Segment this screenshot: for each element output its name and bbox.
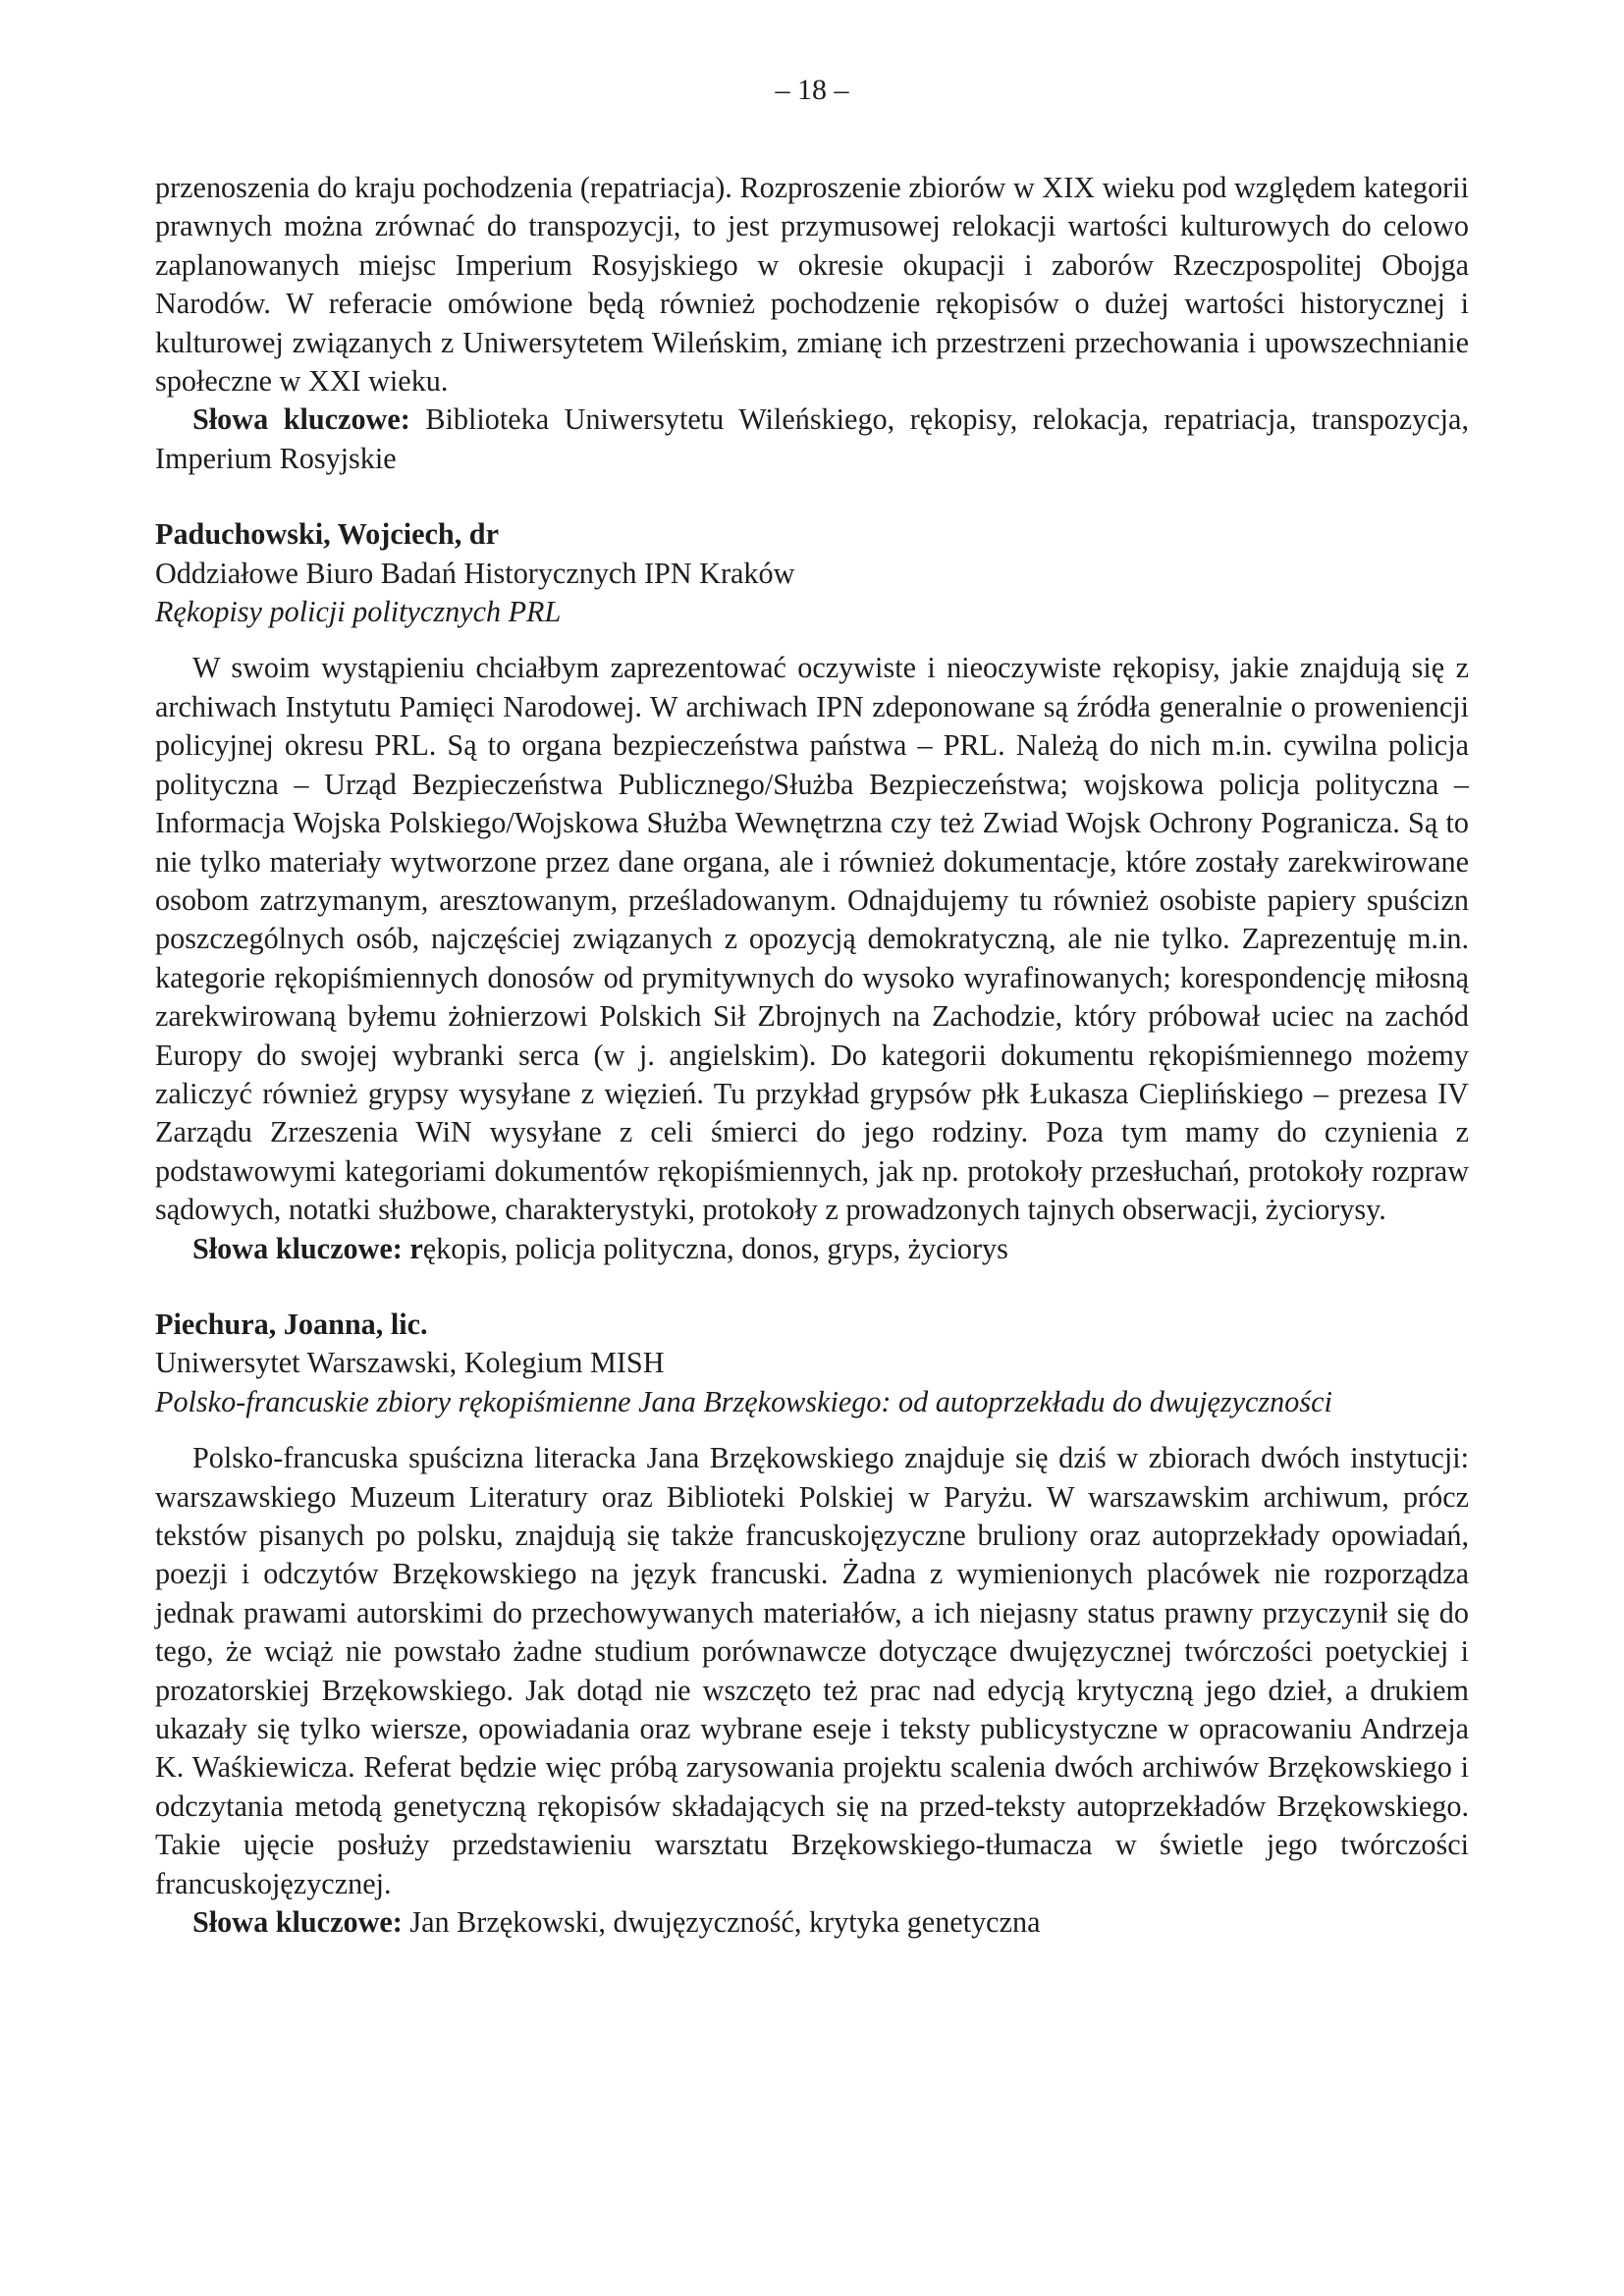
keywords-label: Słowa kluczowe: r [192,1231,423,1265]
author-affiliation: Uniwersytet Warszawski, Kolegium MISH [155,1346,665,1380]
keywords-label: Słowa kluczowe: [192,1905,403,1940]
abstract-text: W swoim wystąpieniu chciałbym zaprezentować oczywiste i nieoczywiste rękopisy, jakie znajdują się z archiwach Instytutu Pamięci Narodowej. W archiwach IPN zdeponowane są źródła generalnie o proweniencji policyjnej okresu PRL. Są to organa bezpieczeństwa państwa – PRL. Należą do nich m.in. cywilna policja polityczna – Urząd Bezpieczeństwa Publicznego/Służba Bezpieczeństwa; wojskowa policja polityczna – Informacja Wojska Polskiego/Wojskowa Służba Wewnętrzna czy też Zwiad Wojsk Ochrony Pogranicza. Są to nie tylko materiały wytworzone przez dane organa, ale i również dokumentacje, które zostały zarekwirowane osobom zatrzymanym, aresztowanym, prześladowanym. Odnajdujemy tu również osobiste papiery spuścizn poszczególnych osób, najczęściej związanych z opozycją demokratyczną, ale nie tylko. Zaprezentuję m.in. kategorie rękopiśmiennych donosów od prymitywnych do wysoko wyrafinowanych; korespondencję miłosną zarekwirowaną byłemu żołnierzowi Polskich Sił Zbrojnych na Zachodzie, który próbował uciec na zachód Europy do swojej wybranki serca (w j. angielskim). Do kategorii dokumentu rękopiśmiennego możemy zaliczyć również grypsy wysyłane z więzień. Tu przykład grypsów płk Łukasza Cieplińskiego – prezesa IV Zarządu Zrzeszenia WiN wysyłane z celi śmierci do jego rodziny. Poza tym mamy do czynienia z podstawowymi kategoriami dokumentów rękopiśmiennych, jak np. protokoły przesłuchań, protokoły rozpraw sądowych, notatki służbowe, charakterystyki, protokoły z prowadzonych tajnych obserwacji, życiorysy. [155,651,1469,1227]
paper-title: Rękopisy policji politycznych PRL [155,595,562,629]
author-name: Piechura, Joanna, lic. [155,1307,428,1341]
keywords-label: Słowa kluczowe: [192,402,410,437]
continued-keywords [155,400,1469,478]
keywords-line [155,1903,1469,1942]
continued-abstract: przenoszenia do kraju pochodzenia (repatriacja). Rozproszenie zbiorów w XIX wieku pod względem kategorii prawnych można zrównać do transpozycji, to jest przymusowej relokacji wartości kulturowych do celowo zaplanowanych miejsc Imperium Rosyjskiego w okresie okupacji i zaborów Rzeczpospolitej Obojga Narodów. W referacie omówione będą również pochodzenie rękopisów o dużej wartości historycznej i kulturowej związanych z Uniwersytetem Wileńskim, zmianę ich przestrzeni przechowania i upowszechnianie społeczne w XXI wieku. [155,171,1469,399]
keywords-text: ękopis, policja polityczna, donos, gryps, życiorys [422,1231,1008,1265]
page-number: – 18 – [775,74,849,106]
keywords-text: Jan Brzękowski, dwujęzyczność, krytyka genetyczna [402,1905,1041,1940]
keywords-line [155,1230,1469,1268]
keywords-text: Biblioteka Uniwersytetu Wileńskiego, rękopisy, relokacja, repatriacja, transpozycja, Imperium Rosyjskie [155,402,1469,475]
author-name: Paduchowski, Wojciech, dr [155,517,499,552]
paper-title: Polsko-francuskie zbiory rękopiśmienne Jana Brzękowskiego: od autoprzekładu do dwujęzyczności [155,1384,1332,1418]
page-body [155,169,1469,1942]
author-affiliation: Oddziałowe Biuro Badań Historycznych IPN Kraków [155,556,795,590]
abstract-text: Polsko-francuska spuścizna literacka Jana Brzękowskiego znajduje się dziś w zbiorach dwóch instytucji: warszawskiego Muzeum Literatury oraz Biblioteki Polskiej w Paryżu. W warszawskim archiwum, prócz tekstów pisanych po polsku, znajdują się także francuskojęzyczne bruliony oraz autoprzekłady opowiadań, poezji i odczytów Brzękowskiego na język francuski. Żadna z wymienionych placówek nie rozporządza jednak prawami autorskimi do przechowywanych materiałów, a ich niejasny status prawny przyczynił się do tego, że wciąż nie powstało żadne studium porównawcze dotyczące dwujęzycznej twórczości poetyckiej i prozatorskiej Brzękowskiego. Jak dotąd nie wszczęto też prac nad edycją krytyczną jego dzieł, a drukiem ukazały się tylko wiersze, opowiadania oraz wybrane eseje i teksty publicystyczne w opracowaniu Andrzeja K. Waśkiewicza. Referat będzie więc próbą zarysowania projektu scalenia dwóch archiwów Brzękowskiego i odczytania metodą genetyczną rękopisów składających się na przed-teksty autoprzekładów Brzękowskiego. Takie ujęcie posłuży przedstawieniu warsztatu Brzękowskiego-tłumacza w świetle jego twórczości francuskojęzycznej. [155,1441,1469,1900]
